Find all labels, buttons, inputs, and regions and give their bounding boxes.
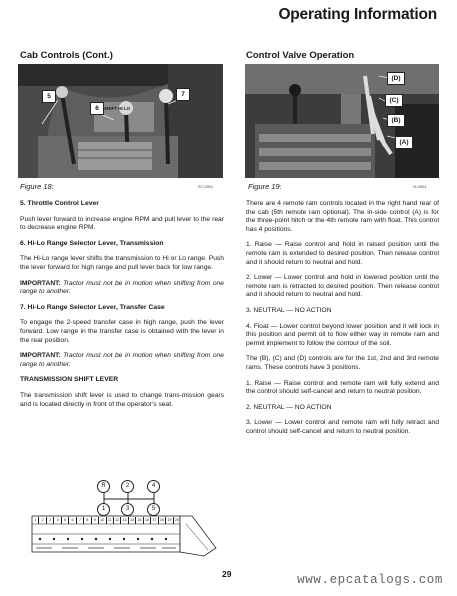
gear-number-cell: 14: [129, 517, 136, 524]
paragraph-bcd-lower: 3. Lower — Lower control and remote ram will fully retract and control should self-cancel and return to neutral position.: [246, 419, 439, 435]
gear-number-cell: 8: [84, 517, 91, 524]
gear-number-cell: 20: [174, 518, 179, 522]
callout-C: (C): [385, 94, 403, 107]
gear-number-cell: 16: [144, 517, 151, 524]
shift-label-1: 1: [97, 503, 110, 516]
shift-plate-text: SHIFT HI LO: [104, 106, 131, 111]
paragraph-a-neutral: 3. NEUTRAL — NO ACTION: [246, 306, 332, 314]
watermark: www.epcatalogs.com: [297, 573, 443, 587]
gear-number-cell: 7: [77, 517, 84, 524]
figure-18-caption: Figure 18:: [20, 182, 54, 191]
figure-19-photo: [245, 64, 439, 178]
paragraph-bcd-neutral: 2. NEUTRAL — NO ACTION: [246, 403, 332, 411]
figure-19-caption: Figure 19:: [248, 182, 282, 191]
figure-18-photo: [18, 64, 223, 178]
gear-number-row: [32, 517, 180, 524]
important-note-1: [20, 280, 224, 297]
gear-number-cell: 12: [114, 517, 121, 524]
shift-label-3: 3: [121, 503, 134, 516]
important-text: Tractor must not be in motion when shifting from one range to another.: [20, 279, 224, 296]
callout-B: (B): [387, 114, 405, 127]
gear-number-cell: 18: [159, 517, 166, 524]
important-label: IMPORTANT:: [20, 352, 61, 360]
paragraph-remote-ram-intro: There are 4 remote ram controls located in the right hand rear of the cab (5th remote ram optional). The in-side control (A) is for the three-point hitch or the 4th remote ram with float. This control has 4 positions.: [246, 200, 439, 233]
page-number: 29: [222, 569, 232, 579]
shift-label-2: 2: [121, 480, 134, 493]
important-label: IMPORTANT:: [20, 279, 61, 287]
important-note-2: [20, 352, 224, 369]
section-title-cab-controls: Cab Controls (Cont.): [20, 50, 113, 61]
paragraph-throttle: Push lever forward to increase engine RPM and pull lever to the rear to decrease engine RPM.: [20, 215, 224, 232]
gear-number-cell: 13: [121, 517, 128, 524]
page-title: Operating Information: [278, 6, 437, 23]
callout-5: 5: [42, 90, 56, 103]
gear-number-cell: 5: [62, 517, 69, 524]
figure-18-code: S7-0901: [198, 184, 214, 189]
gear-number-cell: 4: [54, 517, 61, 524]
gear-number-cell: 11: [107, 517, 114, 524]
heading-hilo-transfer-case: 7. Hi-Lo Range Selector Lever, Transfer Case: [20, 303, 165, 311]
section-title-control-valve: Control Valve Operation: [246, 50, 355, 61]
gear-number-cell: 15: [136, 517, 143, 524]
shift-label-R: R: [97, 480, 110, 493]
gear-number-cell: 9: [92, 517, 99, 524]
gear-number-cell: 17: [151, 517, 158, 524]
gear-number-cell: 10: [99, 517, 106, 524]
paragraph-hilo-transfer: To engage the 2-speed transfer case in high range, push the lever forward. Low range in the transfer case is obtained with the lever in the rear position.: [20, 319, 224, 344]
gear-number-cell: 6: [69, 517, 76, 524]
heading-throttle-lever: 5. Throttle Control Lever: [20, 200, 99, 207]
left-column-text: [20, 200, 224, 416]
heading-transmission-shift-lever: TRANSMISSION SHIFT LEVER: [20, 376, 119, 384]
gear-number-cell: 1: [32, 517, 39, 524]
callout-7: 7: [176, 88, 190, 101]
paragraph-bcd-raise: 1. Raise — Raise control and remote ram will fully extend and the control should self-cancel and return to neutral position.: [246, 379, 439, 396]
callout-6: 6: [90, 102, 104, 115]
shift-label-5: 5: [147, 503, 160, 516]
paragraph-a-float: 4. Float — Lower control beyond lower position and it will lock in this position and permit oil to flow either way in remote ram and permit implement to follow the contour of the soil.: [246, 322, 439, 347]
gear-number-cell: 3: [47, 517, 54, 524]
paragraph-a-raise: 1. Raise — Raise control and hold in raised position until the remote ram is extended to desired position. Then release control and it should return to neutral and hold.: [246, 241, 439, 266]
shift-pattern-diagram: [22, 472, 222, 562]
heading-hilo-transmission: 6. Hi-Lo Range Selector Lever, Transmission: [20, 239, 164, 247]
callout-A: (A): [395, 136, 413, 149]
right-column-text: [246, 200, 439, 443]
paragraph-shift-lever: The transmission shift lever is used to change trans-mission gears and is located directly in front of the operator's seat.: [20, 391, 224, 408]
paragraph-a-lower: 2. Lower — Lower control and hold in lowered position until the remote ram is retracted to desired position. Then release control and it should return to neutral and hold.: [246, 274, 439, 299]
important-text: Tractor must not be in motion when shifting from one range to another.: [20, 352, 224, 368]
gear-number-cell: 2: [39, 517, 46, 524]
callout-D: (D): [387, 72, 405, 85]
paragraph-hilo-transmission: The Hi-Lo range lever shifts the transmission to Hi or Lo range. Push the lever forward for high range and pull lever back for low range.: [20, 255, 224, 271]
gear-number-cell: 19: [166, 517, 173, 524]
paragraph-bcd-intro: The (B), (C) and (D) controls are for the 1st, 2nd and 3rd remote rams. These controls have 3 positions.: [246, 355, 439, 371]
figure-19-code: I3-0901: [413, 184, 427, 189]
shift-label-4: 4: [147, 480, 160, 493]
